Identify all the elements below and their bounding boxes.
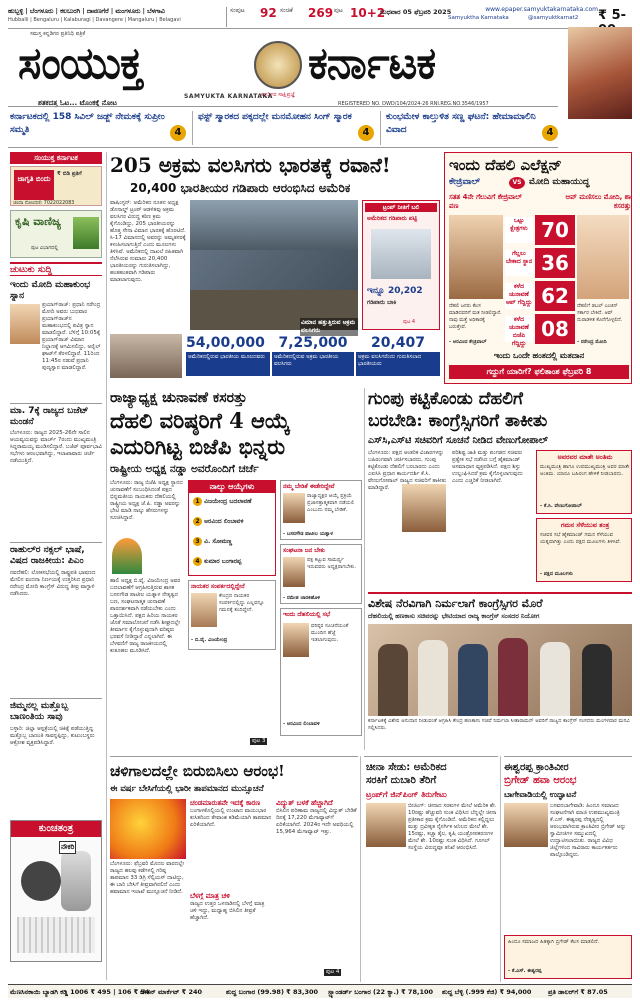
bjp-story: ರಾಜ್ಯಾಧ್ಯಕ್ಷ ಚುನಾವಣೆ ಕಸರತ್ತು ದೆಹಲಿ ವರಿಷ್ಠರಿಗೆ 4 ಆಯ್ಕೆ ಎದುರಿಗಿಟ್ಟ ಬಿಜೆಪಿ ಭಿನ್ನರು ರಾಷ್ಟ್ರೀಯ ಅಧ್ಯಕ್ಷ ನಡ್ಡಾ ಅವರೊಂದಿಗೆ ಚರ್ಚೆ ಬೆಂಗಳೂರು: ರಾಜ್ಯ ಬಿಜೆಪಿ ಅಧ್ಯಕ್ಷ ಸ್ಥಾನದ ಚುನಾವಣೆಗೆ ಸಂಬಂಧಿಸಿದಂತೆ ಪಕ್ಷದ ಭಿನ್ನಮತೀಯ ನಾಯಕರು ದೆಹಲಿಯಲ್ಲಿ ರಾಷ್ಟ್ರೀಯ ಅಧ್ಯಕ್ಷ ಜೆ.ಪಿ. ನಡ್ಡಾ ಅವರನ್ನು ಭೇಟಿ ಮಾಡಿ ನಾಲ್ಕು ಹೆಸರುಗಳನ್ನು ಸೂಚಿಸಿದ್ದಾರೆ. ಹಾಲಿ ಅಧ್ಯಕ್ಷ ಬಿ.ವೈ. ವಿಜಯೇಂದ್ರ ಅವರ ಬದಲಾವಣೆಗೆ ಆಗ್ರಹಿಸುತ್ತಿರುವ ಶಾಸಕ ಬಸನಗೌಡ ಪಾಟೀಲ ಯತ್ನಾಳ ನೇತೃತ್ವದ ಬಣ, ಸಂಘಟನಾತ್ಮಕ ಚುನಾವಣೆ ಪಾರದರ್ಶಕವಾಗಿ ನಡೆಯಬೇಕು ಎಂದು ಒತ್ತಾಯಿಸಿದೆ. ಪಕ್ಷದ ಹಿರಿಯ ನಾಯಕರ ಜೊತೆ ಸಮಾಲೋಚನೆ ನಡೆಸಿ ಶೀಘ್ರದಲ್ಲೇ ತೀರ್ಮಾನ ಕೈಗೊಳ್ಳುವುದಾಗಿ ವರಿಷ್ಠರು ಭರವಸೆ ನೀಡಿದ್ದಾರೆ ಎನ್ನಲಾಗಿದೆ. ಈ ಬೆಳವಣಿಗೆ ರಾಜ್ಯ ರಾಜಕೀಯದಲ್ಲಿ ಕುತೂಹಲ ಮೂಡಿಸಿದೆ. ನಾಲ್ಕು ಆಯ್ಕೆಗಳು 1 ವಿಜಯೇಂದ್ರ ಬದಲಾವಣೆ 2 ಅರವಿಂದ ಲಿಂಬಾವಳಿ 3 ವಿ. ಸೋಮಣ್ಣ 4 ಕುಮಾರ ಬಂಗಾರಪ್ಪ ನಾಯಕರ ಸಂಪರ್ಕದಲ್ಲಿದ್ದೇನೆ ಕೇಂದ್ರದ ನಾಯಕರ ಸಂಪರ್ಕದಲ್ಲಿದ್ದು ಎಲ್ಲವನ್ನೂ ಗಮನಕ್ಕೆ ತಂದಿದ್ದೇನೆ. - ಬಿ.ವೈ. ವಿಜಯೇಂದ್ರ ಪುಟ 3 ನಮ್ಮ ಬೇಡಿಕೆ ಈಡೇರಿದ್ದೇವೆ ರಾಜ್ಯಾಧ್ಯಕ್ಷರ ಆಯ್ಕೆ ಪ್ರಕ್ರಿಯೆ ಪ್ರಜಾಸತ್ತಾತ್ಮಕವಾಗಿ ನಡೆಯಲಿ ಎಂಬುದು ನಮ್ಮ ಬೇಡಿಕೆ. - ಬಸನಗೌಡ ಪಾಟೀಲ ಯತ್ನಾಳ ಸಂಘಟನಾ ಜನ ಬೇಕು ಪಕ್ಷ ಕಟ್ಟುವ ಸಾಮರ್ಥ್ಯ ಇರುವವರು ಅಧ್ಯಕ್ಷರಾಗಬೇಕು. - ರಮೇಶ ಜಾರಕಿಹೊಳಿ ಇಂದು ದೆಹಲಿಯಲ್ಲಿ ಸಭೆ ವರಿಷ್ಠರ ಸೂಚನೆಯಂತೆ ಮುಂದಿನ ಹೆಜ್ಜೆ ಇಡಲಾಗುವುದು. - ಅರವಿಂದ ಲಿಂಬಾವಳಿ	[110, 388, 362, 750]
eshwarappa-headline-2[interactable]: ಬ್ರಿಗೇಡ್ ಹವಾ ಆರಂಭ	[504, 775, 577, 786]
china-story: ಚೀನಾ ಸೇಡು: ಅಮೆರಿಕದ ಸರಕಿಗೆ ದುಬಾರಿ ತೆರಿಗೆ ಟ್ರಂಪ್‌ಗೆ ಜಿನ್‌ಪಿಂಗ್ ತಿರುಗೇಟು ಬೀಜಿಂಗ್: ಚೀನಾದ ಸರಕುಗಳ ಮೇಲೆ ಅಮೆರಿಕ ಶೇ. 10ರಷ್ಟು ಹೆಚ್ಚುವರಿ ಸುಂಕ ವಿಧಿಸಿದ ಬೆನ್ನಲ್ಲೇ ಚೀನಾ ಪ್ರತೀಕಾರ ಕ್ರಮ ಕೈಗೊಂಡಿದೆ. ಅಮೆರಿಕದ ಕಲ್ಲಿದ್ದಲು ಮತ್ತು ದ್ರವೀಕೃತ ನೈಸರ್ಗಿಕ ಅನಿಲದ ಮೇಲೆ ಶೇ. 15ರಷ್ಟು, ಕಚ್ಚಾ ತೈಲ, ಕೃಷಿ ಯಂತ್ರೋಪಕರಣಗಳ ಮೇಲೆ ಶೇ. 10ರಷ್ಟು ಸುಂಕ ವಿಧಿಸಿದೆ. ಗೂಗಲ್ ಸಂಸ್ಥೆಯ ವಿರುದ್ಧವೂ ತನಿಖೆ ಆರಂಭಿಸಿದೆ.	[364, 756, 498, 982]
modi-photo	[10, 304, 40, 344]
delhi-election-box[interactable]: ಇಂದು ದೆಹಲಿ ಎಲೆಕ್ಷನ್ ಕೇಜ್ರಿವಾಲ್ VS ಮೋದಿ ಮಹಾಯುದ್ಧ ಸತತ 4ನೇ ಗೆಲುವಿಗೆ ಕೇಜ್ರಿವಾಲ್ ಪಣ ಆಪ್ ಮಣಿಸಲು ಮೋದಿ, ಶಾ ಕಸರತ್ತು ಒಟ್ಟು ಕ್ಷೇತ್ರಗಳು 70 ಗೆಲ್ಲಲು ಬೇಕಾದ ಸ್ಥಾನ 36 ಕಳೆದ ಚುನಾವಣೆ ಆಪ್ ಗೆದ್ದಿದ್ದು 62 ಕಳೆದ ಚುನಾವಣೆ ಬಿಜೆಪಿ ಗೆದ್ದಿದ್ದು 08 ದೆಹಲಿ ಜನರು ಕೆಲಸ ಮಾಡಿದವರಿಗೆ ಮತ ನೀಡಲಿದ್ದಾರೆ. ನಾವು ಮತ್ತೆ ಅಧಿಕಾರಕ್ಕೆ ಬರುತ್ತೇವೆ. - ಅರವಿಂದ ಕೇಜ್ರಿವಾಲ್ ದೆಹಲಿಗೆ ಡಬಲ್ ಎಂಜಿನ್ ಸರ್ಕಾರ ಬೇಕಿದೆ. ಆಪ್ ದುರಾಡಳಿತ ಕೊನೆಗೊಳ್ಳಲಿದೆ. - ನರೇಂದ್ರ ಮೋದಿ ಇಂದು ಒಂದೇ ಹಂತದಲ್ಲಿ ಮತದಾನ ಗದ್ದುಗೆ ಯಾರಿಗೆ? ಫಲಿತಾಂಶ ಫೆಬ್ರವರಿ 8	[444, 152, 632, 384]
twitter-handle[interactable]: @samyuktkarnat2	[528, 15, 579, 21]
weather-col3: ವಿದ್ಯುತ್ ಬಳಕೆ ಹೆಚ್ಚಾಗಿದೆ ಬಿಸಿಲಿನ ಪರಿಣಾಮ ರಾಜ್ಯದಲ್ಲಿ ವಿದ್ಯುತ್ ಬೇಡಿಕೆ ದಿನಕ್ಕೆ 17,220 ಮೆಗಾವ್ಯಾಟ್‌ಗೆ ಏರಿಕೆಯಾಗಿದೆ. 2024ರ ಇದೇ ಅವಧಿಯಲ್ಲಿ 15,964 ಮೆಗಾವ್ಯಾಟ್ ಇತ್ತು.	[276, 799, 357, 835]
promo-box[interactable]: ಜಾಗೃತಿ ಬಿಂದು ₹ ಬಿಡಿ ಪ್ರತಿಗೆ ಚಂದಾ ನೋಂದಣಿ: 7022022083	[10, 166, 102, 206]
registration-number: REGISTERED NO. DWD/104/2024-26 RNI.REG.NO.3546/1957	[338, 101, 489, 107]
bjp-headline-1[interactable]: ದೆಹಲಿ ವರಿಷ್ಠರಿಗೆ 4 ಆಯ್ಕೆ	[110, 408, 291, 433]
teaser-page-badge: 4	[542, 125, 558, 141]
market-strip	[8, 984, 632, 998]
market-item: ಶುದ್ಧ ಬೆಳ್ಳಿ (.999 ಕೆಜಿ) ₹ 94,000	[442, 988, 532, 996]
quote-box-1: ನಮ್ಮ ಬೇಡಿಕೆ ಈಡೇರಿದ್ದೇವೆ ರಾಜ್ಯಾಧ್ಯಕ್ಷರ ಆಯ್ಕೆ ಪ್ರಕ್ರಿಯೆ ಪ್ರಜಾಸತ್ತಾತ್ಮಕವಾಗಿ ನಡೆಯಲಿ ಎಂಬುದು ನಮ್ಮ ಬೇಡಿಕೆ. - ಬಸನಗೌಡ ಪಾಟೀಲ ಯತ್ನಾಳ	[280, 480, 362, 540]
side-story-3-body: ನವದೆಹಲಿ: ಲೋಕಸಭೆಯಲ್ಲಿ ರಾಷ್ಟ್ರಪತಿ ಭಾಷಣದ ಮೇಲಿನ ವಂದನಾ ನಿರ್ಣಯಕ್ಕೆ ಉತ್ತರಿಸಿದ ಪ್ರಧಾನಿ ನರೇಂದ್ರ ಮೋದಿ ಕಾಂಗ್ರೆಸ್ ವಿರುದ್ಧ ತೀವ್ರ ವಾಗ್ದಾಳಿ ನಡೆಸಿದರು.	[10, 570, 96, 597]
edition-bar: ಹುಬ್ಬಳ್ಳಿ | ಬೆಂಗಳೂರು | ಕಲಬುರಗಿ | ದಾವಣಗೆರೆ | ಮಂಗಳೂರು | ಬೆಳಗಾವಿ Hubballi | Bengaluru | Kalaburagi | Davangere | Mangaluru | Belagavi ಸಂಪುಟ 92 ಸಂಚಿಕೆ 269 ಪುಟ 10+2 ಬುಧವಾರ 05 ಫೆಬ್ರವರಿ 2025 www.epaper.samyuktakarnataka.com Samyuktha Karnataka @samyuktkarnat2 ₹ 5-	[8, 5, 632, 29]
website-link[interactable]: www.epaper.samyuktakarnataka.com	[485, 6, 598, 13]
cartoon-bomb-icon	[21, 861, 61, 901]
side-story-1-body: ಪ್ರಯಾಗ್‌ರಾಜ್: ಪ್ರಧಾನಿ ನರೇಂದ್ರ ಮೋದಿ ಅವರು ಬುಧವಾರ ಪ್ರಯಾಗ್‌ರಾಜ್‌ನ ಮಹಾಕುಂಭದಲ್ಲಿ ಪವಿತ್ರ ಸ್ನಾನ ಮಾಡಲಿದ್ದಾರೆ. ಬೆಳಿಗ್ಗೆ 10:05ಕ್ಕೆ ಪ್ರಯಾಗ್‌ರಾಜ್ ವಿಮಾನ ನಿಲ್ದಾಣಕ್ಕೆ ಆಗಮಿಸಲಿದ್ದು, ಅರೈಲ್ ಘಾಟ್‌ಗೆ ತೆರಳಲಿದ್ದಾರೆ. 11ರಿಂದ 11:45ರ ನಡುವೆ ಪ್ರಧಾನಿ ಪುಣ್ಯಸ್ನಾನ ಮಾಡಲಿದ್ದಾರೆ.	[42, 302, 101, 371]
lead-headline[interactable]: 205 ಅಕ್ರಮ ವಲಸಿಗರು ಭಾರತಕ್ಕೆ ರವಾನೆ!	[110, 153, 391, 177]
bjp-headline-2[interactable]: ಎದುರಿಗಿಟ್ಟ ಬಿಜೆಪಿ ಭಿನ್ನರು	[110, 434, 286, 459]
portrait-photo	[568, 27, 632, 119]
congress-story: ಗುಂಪು ಕಟ್ಟಿಕೊಂಡು ದೆಹಲಿಗೆ ಬರಬೇಡಿ: ಕಾಂಗ್ರೆಸ್ಸಿಗರಿಗೆ ತಾಕೀತು ಎಸ್‌ಸಿ,ಎಸ್‌ಟಿ ಸಚಿವರಿಗೆ ಸೂಚನೆ ನೀಡಿದ ವೇಣುಗೋಪಾಲ್ ಬೆಂಗಳೂರು: ಪಕ್ಷದ ಆಂತರಿಕ ವಿಚಾರಗಳನ್ನು ಬಹಿರಂಗವಾಗಿ ಚರ್ಚಿಸಬಾರದು, ಗುಂಪು ಕಟ್ಟಿಕೊಂಡು ದೆಹಲಿಗೆ ಬರಬಾರದು ಎಂದು ಎಐಸಿಸಿ ಪ್ರಧಾನ ಕಾರ್ಯದರ್ಶಿ ಕೆ.ಸಿ. ವೇಣುಗೋಪಾಲ್ ರಾಜ್ಯದ ಸಚಿವರಿಗೆ ತಾಕೀತು ಮಾಡಿದ್ದಾರೆ. ಪರಿಶಿಷ್ಟ ಜಾತಿ ಮತ್ತು ಪಂಗಡದ ಸಚಿವರು ಪ್ರತ್ಯೇಕ ಸಭೆ ನಡೆಸಿದ ಬಗ್ಗೆ ಹೈಕಮಾಂಡ್ ಅಸಮಾಧಾನ ವ್ಯಕ್ತಪಡಿಸಿದೆ. ಪಕ್ಷದ ಶಿಸ್ತು ಉಲ್ಲಂಘಿಸಿದರೆ ಕ್ರಮ ಕೈಗೊಳ್ಳಲಾಗುವುದು ಎಂದು ಎಚ್ಚರಿಕೆ ನೀಡಲಾಗಿದೆ. ಅವರವರ ಮಾತೇ ಅಂತಿಮ ಮುಖ್ಯಮಂತ್ರಿ ಹಾಗೂ ಉಪಮುಖ್ಯಮಂತ್ರಿ ಅವರ ಮಾತೇ ಅಂತಿಮ. ಯಾರೂ ಬಹಿರಂಗ ಹೇಳಿಕೆ ನೀಡಬಾರದು. - ಕೆ.ಸಿ. ವೇಣುಗೋಪಾಲ್ ಗಮನ ಸೆಳೆಯುವ ತಂತ್ರ ಸಚಿವರ ಸಭೆ ಹೈಕಮಾಂಡ್ ಗಮನ ಸೆಳೆಯುವ ಯತ್ನವಾಗಿತ್ತು ಎಂದು ಪಕ್ಷದ ಮೂಲಗಳು ತಿಳಿಸಿವೆ. - ಪಕ್ಷದ ಮೂಲಗಳು	[368, 388, 632, 586]
china-headline-1[interactable]: ಚೀನಾ ಸೇಡು: ಅಮೆರಿಕದ	[366, 762, 447, 773]
yatnal-photo	[283, 493, 305, 523]
issue-number: 269	[308, 6, 334, 20]
stat-total-seats: 70	[535, 215, 575, 245]
congress-headline-2[interactable]: ಬರಬೇಡಿ: ಕಾಂಗ್ರೆಸ್ಸಿಗರಿಗೆ ತಾಕೀತು	[368, 411, 548, 431]
kejriwal-photo	[449, 215, 503, 299]
masthead-title-left: ಸಂಯುಕ್ತ	[18, 38, 143, 89]
price-tag: ₹ 5-	[598, 8, 627, 23]
stat-majority: 36	[535, 248, 575, 278]
masthead-tagline: ಸಮಸ್ತ ಕನ್ನಡಿಗರ ಪ್ರತಿನಿಧಿ ಪತ್ರಿಕೆ	[30, 31, 86, 37]
china-headline-2[interactable]: ಸರಕಿಗೆ ದುಬಾರಿ ತೆರಿಗೆ	[366, 775, 437, 786]
nirmala-photo	[368, 624, 632, 716]
weather-headline[interactable]: ಚಳಿಗಾಲದಲ್ಲೇ ಬಿರುಬಿಸಿಲು ಆರಂಭ!	[110, 762, 285, 780]
lead-body: ವಾಷಿಂಗ್ಟನ್: ಅಮೆರಿಕದ ನೂತನ ಅಧ್ಯಕ್ಷ ಡೊನಾಲ್ಡ್ ಟ್ರಂಪ್ ಆಡಳಿತವು ಅಕ್ರಮ ವಲಸಿಗರ ವಿರುದ್ಧ ಕಠಿಣ ಕ್ರಮ ಕೈಗೊಂಡಿದ್ದು, 205 ಭಾರತೀಯರನ್ನು ಹೊತ್ತ ಸೇನಾ ವಿಮಾನ ಭಾರತಕ್ಕೆ ಹೊರಟಿದೆ. ಸಿ-17 ವಿಮಾನದಲ್ಲಿ ಅವರನ್ನು ಅಮೃತಸರಕ್ಕೆ ಕಳುಹಿಸಲಾಗುತ್ತಿದೆ ಎಂದು ಮೂಲಗಳು ತಿಳಿಸಿವೆ. ಅಮೆರಿಕದಲ್ಲಿ ದಾಖಲೆ ರಹಿತವಾಗಿ ನೆಲೆಸಿರುವ ಸುಮಾರು 20,400 ಭಾರತೀಯರನ್ನು ಗುರುತಿಸಲಾಗಿದ್ದು, ಹಂತಹಂತವಾಗಿ ಗಡಿಪಾರು ಮಾಡಲಾಗುವುದು.	[110, 200, 186, 283]
teaser-1[interactable]: ಕರ್ನಾಟಕದಲ್ಲಿ 158 ಸಿವಿಲ್ ಜಡ್ಜ್ ನೇಮಕಕ್ಕೆ ಸುಪ್ರೀಂ ಸಮ್ಮತಿ 4	[8, 109, 188, 147]
choices-box: ನಾಲ್ಕು ಆಯ್ಕೆಗಳು 1 ವಿಜಯೇಂದ್ರ ಬದಲಾವಣೆ 2 ಅರವಿಂದ ಲಿಂಬಾವಳಿ 3 ವಿ. ಸೋಮಣ್ಣ 4 ಕುಮಾರ ಬಂಗಾರಪ್ಪ	[188, 480, 276, 576]
sidebar-brand: ಸಂಯುಕ್ತ ಕರ್ನಾಟಕ	[10, 152, 102, 164]
teaser-3[interactable]: ಕುಂಭಮೇಳ ಕಾಲ್ತುಳಿತ ಸಣ್ಣ ಘಟನೆ: ಹೇಮಾಮಾಲಿನಿ ವಿವಾದ 4	[384, 109, 564, 147]
vs-badge: VS	[509, 177, 525, 189]
side-story-4-body: ಬಳ್ಳಾರಿ: ಜಿಲ್ಲಾ ಆಸ್ಪತ್ರೆಯಲ್ಲಿ ಚಿಕಿತ್ಸೆ ಪಡೆಯುತ್ತಿದ್ದ ಮತ್ತೊಬ್ಬ ಬಾಣಂತಿ ಸಾವನ್ನಪ್ಪಿದ್ದು, ಕುಟುಂಬಸ್ಥರು ಆಕ್ರೋಶ ವ್ಯಕ್ತಪಡಿಸಿದ್ದಾರೆ.	[10, 726, 95, 746]
side-story-2-title[interactable]: ಮಾ. 7ಕ್ಕೆ ರಾಜ್ಯದ ಬಜೆಟ್ ಮಂಡನೆ	[10, 406, 89, 427]
stat-block: 20,407 ಅಕ್ರಮ ವಲಸಿಗರೆಂದು ಗುರುತಿಸಲಾದ ಭಾರತೀಯರು	[356, 334, 440, 378]
quote-box-4: ಇಂದು ದೆಹಲಿಯಲ್ಲಿ ಸಭೆ ವರಿಷ್ಠರ ಸೂಚನೆಯಂತೆ ಮುಂದಿನ ಹೆಜ್ಜೆ ಇಡಲಾಗುವುದು. - ಅರವಿಂದ ಲಿಂಬಾವಳಿ	[280, 608, 362, 736]
quote-box-3: ನಾಯಕರ ಸಂಪರ್ಕದಲ್ಲಿದ್ದೇನೆ ಕೇಂದ್ರದ ನಾಯಕರ ಸಂಪರ್ಕದಲ್ಲಿದ್ದು ಎಲ್ಲವನ್ನೂ ಗಮನಕ್ಕೆ ತಂದಿದ್ದೇನೆ. - ಬಿ.ವೈ. ವಿಜಯೇಂದ್ರ	[188, 580, 276, 650]
lead-photo	[190, 200, 358, 334]
congress-box-2: ಗಮನ ಸೆಳೆಯುವ ತಂತ್ರ ಸಚಿವರ ಸಭೆ ಹೈಕಮಾಂಡ್ ಗಮನ ಸೆಳೆಯುವ ಯತ್ನವಾಗಿತ್ತು ಎಂದು ಪಕ್ಷದ ಮೂಲಗಳು ತಿಳಿಸಿವೆ. - ಪಕ್ಷದ ಮೂಲಗಳು	[536, 518, 632, 582]
stat-block: 7,25,000 ಅಮೆರಿಕದಲ್ಲಿರುವ ಅಕ್ರಮ ಭಾರತೀಯ ವಲಸಿಗರು	[272, 334, 354, 378]
eshwarappa-quote: ಹಿಂದೂ ಸಮಾಜದ ಹಿತಕ್ಕಾಗಿ ಬ್ರಿಗೇಡ್ ಕೆಲಸ ಮಾಡಲಿದೆ. - ಕೆ.ಎಸ್. ಈಶ್ವರಪ್ಪ	[504, 935, 632, 979]
jarkiholi-photo	[283, 557, 305, 587]
teaser-2[interactable]: ಫಸ್ಟ್ ಸ್ಮಾರಕದ ಪಕ್ಕದಲ್ಲೇ ಮನಮೋಹನ ಸಿಂಗ್ ಸ್ಮಾರಕ 4	[196, 109, 376, 147]
market-item: ಚೇತನ್ ಮಾರ್ಕೆಟ್ ₹ 240	[140, 988, 203, 996]
edition-list-en: Hubballi | Bengaluru | Kalaburagi | Davangere | Mangaluru | Belagavi	[8, 17, 181, 23]
eshwarappa-story: ಈಶ್ವರಪ್ಪ ಕ್ರಾಂತಿವೀರ ಬ್ರಿಗೇಡ್ ಹವಾ ಆರಂಭ ಬಾಗೇವಾಡಿಯಲ್ಲಿ ಉದ್ಘಾಟನೆ ಬಸವನಬಾಗೇವಾಡಿ: ಹಿಂದೂ ಸಮಾಜದ ಸಂಘಟನೆಗಾಗಿ ಮಾಜಿ ಉಪಮುಖ್ಯಮಂತ್ರಿ ಕೆ.ಎಸ್. ಈಶ್ವರಪ್ಪ ನೇತೃತ್ವದಲ್ಲಿ ಆರಂಭವಾಗಿರುವ ಕ್ರಾಂತಿವೀರ ಬ್ರಿಗೇಡ್ ಅನ್ನು ಸ್ವಾಮೀಜಿಗಳ ಸಮ್ಮುಖದಲ್ಲಿ ಉದ್ಘಾಟಿಸಲಾಯಿತು. ರಾಜ್ಯದ ವಿವಿಧ ಜಿಲ್ಲೆಗಳಿಂದ ಸಾವಿರಾರು ಕಾರ್ಯಕರ್ತರು ಪಾಲ್ಗೊಂಡಿದ್ದರು. ಹಿಂದೂ ಸಮಾಜದ ಹಿತಕ್ಕಾಗಿ ಬ್ರಿಗೇಡ್ ಕೆಲಸ ಮಾಡಲಿದೆ. - ಕೆ.ಎಸ್. ಈಶ್ವರಪ್ಪ	[504, 756, 632, 982]
side-story-3-title[interactable]: ರಾಹುಲ್‌ರ ನಕ್ಸಲ್ ಭಾಷೆ, ವಿಷದ ರಾಜಕೀಯ: ಪಿಎಂ	[10, 545, 85, 566]
teaser-strip	[8, 106, 558, 148]
map-graphic	[371, 229, 431, 279]
stat-block: 54,00,000 ಅಮೆರಿಕದಲ್ಲಿರುವ ಭಾರತೀಯ ಮೂಲದವರು	[186, 334, 270, 378]
market-item: ಸ್ಟ್ಯಾಂಡರ್ಡ್ ಬಂಗಾರ (22 ಕ್ಯಾ.) ₹ 78,100	[328, 988, 434, 996]
volume-number: 92	[260, 6, 277, 20]
bjp-lotus-icon	[112, 538, 142, 574]
emblem-icon	[254, 41, 302, 89]
limbavali-photo	[283, 623, 309, 657]
market-item: ಶುದ್ಧ ಬಂಗಾರ (99.98) ₹ 83,300	[226, 988, 319, 996]
nirmala-story: ವಿಶೇಷ ನೆರವಿಗಾಗಿ ನಿರ್ಮಲಾಗೆ ಕಾಂಗ್ರೆಸ್ಸಿಗರ ಮೊರೆ ದೆಹಲಿಯಲ್ಲಿ ಹಣಕಾಸು ಸಚಿವರನ್ನು ಭೇಟಿಯಾದ ರಾಜ್ಯ ಕಾಂಗ್ರೆಸ್ ಸಂಸದರ ನಿಯೋಗ ಕರ್ನಾಟಕಕ್ಕೆ ವಿಶೇಷ ಅನುದಾನ ನೀಡುವಂತೆ ಆಗ್ರಹಿಸಿ ಕೇಂದ್ರ ಹಣಕಾಸು ಸಚಿವೆ ನಿರ್ಮಲಾ ಸೀತಾರಾಮನ್ ಅವರಿಗೆ ರಾಜ್ಯದ ಕಾಂಗ್ರೆಸ್ ಸಂಸದರು ಮಂಗಳವಾರ ಮನವಿ ಸಲ್ಲಿಸಿದರು.	[368, 592, 632, 750]
left-sidebar	[8, 152, 104, 982]
market-item: ಪ್ರತಿ ಡಾಲರ್‌ಗೆ ₹ 87.05	[548, 988, 608, 996]
sun-graphic	[110, 799, 186, 859]
lead-story	[110, 152, 440, 382]
eshwarappa-photo	[504, 803, 548, 847]
cartoon-label: ನೌಕರಿ	[59, 841, 76, 854]
venugopal-photo	[402, 484, 446, 532]
market-item: ಮೆಣಸಿನಕಾಯಿ ಬ್ಯಾಡಗಿ ಕಡ್ಡಿ 1006 ₹ 495 | 106 ₹ 54	[10, 988, 150, 996]
lead-photo-small	[110, 334, 182, 378]
cartoon-title: ಕುಂಚತಂತ್ರ	[11, 821, 101, 837]
stat-bjp-seats: 08	[535, 314, 575, 344]
modi-photo-right	[577, 215, 629, 299]
congress-headline-1[interactable]: ಗುಂಪು ಕಟ್ಟಿಕೊಂಡು ದೆಹಲಿಗೆ	[368, 389, 523, 409]
stat-aap-seats: 62	[535, 281, 575, 311]
krishi-box[interactable]: ಕೃಷಿ ವಾಣಿಜ್ಯ ಪುಟ ವಿಭಾಗದಲ್ಲಿ	[10, 210, 102, 258]
side-story-2-body: ಬೆಂಗಳೂರು: ರಾಜ್ಯದ 2025-26ನೇ ಸಾಲಿನ ಆಯವ್ಯಯವನ್ನು ಮಾರ್ಚ್ 7ರಂದು ಮುಖ್ಯಮಂತ್ರಿ ಸಿದ್ದರಾಮಯ್ಯ ಮಂಡಿಸಲಿದ್ದಾರೆ. ಬಜೆಟ್ ಪೂರ್ವಭಾವಿ ಸಭೆಗಳು ಆರಂಭವಾಗಿದ್ದು, ಇಲಾಖಾವಾರು ಚರ್ಚೆ ನಡೆಯುತ್ತಿದೆ.	[10, 430, 102, 464]
nirmala-headline[interactable]: ವಿಶೇಷ ನೆರವಿಗಾಗಿ ನಿರ್ಮಲಾಗೆ ಕಾಂಗ್ರೆಸ್ಸಿಗರ ಮೊರೆ	[368, 597, 543, 610]
vijayendra-photo	[191, 593, 217, 627]
quote-box-2: ಸಂಘಟನಾ ಜನ ಬೇಕು ಪಕ್ಷ ಕಟ್ಟುವ ಸಾಮರ್ಥ್ಯ ಇರುವವರು ಅಧ್ಯಕ್ಷರಾಗಬೇಕು. - ರಮೇಶ ಜಾರಕಿಹೊಳಿ	[280, 544, 362, 604]
chutuku-header: ಚುಟುಕು ಸುದ್ದಿ	[10, 262, 102, 276]
lead-stats	[186, 334, 440, 378]
edition-list: ಹುಬ್ಬಳ್ಳಿ | ಬೆಂಗಳೂರು | ಕಲಬುರಗಿ | ದಾವಣಗೆರೆ | ಮಂಗಳೂರು | ಬೆಳಗಾವಿ	[8, 8, 165, 15]
teaser-page-badge: 4	[358, 125, 374, 141]
masthead-name-en: SAMYUKTA KARNATAKA	[184, 93, 273, 100]
facebook-handle[interactable]: Samyuktha Karnataka	[448, 15, 509, 21]
deport-infobox: ಟ್ರಂಪ್ ನೀತಿಗೆ ಬಲಿ ಅಮೆರಿಕದ ಗಡಿಪಾರು ಪಟ್ಟಿ ಇನ್ನೂ 20,202 ಗಡಿಪಾರು ಬಾಕಿ ಪುಟ 4	[362, 200, 440, 330]
congress-subhead: ಎಸ್‌ಸಿ,ಎಸ್‌ಟಿ ಸಚಿವರಿಗೆ ಸೂಚನೆ ನೀಡಿದ ವೇಣುಗೋಪಾಲ್	[368, 435, 548, 446]
delhi-stats: ಒಟ್ಟು ಕ್ಷೇತ್ರಗಳು 70 ಗೆಲ್ಲಲು ಬೇಕಾದ ಸ್ಥಾನ 36 ಕಳೆದ ಚುನಾವಣೆ ಆಪ್ ಗೆದ್ದಿದ್ದು 62 ಕಳೆದ ಚುನಾವಣೆ ಬಿಜೆಪಿ ಗೆದ್ದಿದ್ದು 08	[505, 215, 575, 347]
xi-photo	[366, 803, 406, 847]
side-story-4-title[interactable]: ಜಿಮ್ಮನಲ್ಲ ಮತ್ತೊಬ್ಬ ಬಾಣಂತಿಯ ಸಾವು	[10, 701, 69, 722]
pages-count: 10+2	[350, 6, 386, 20]
weather-story: ಚಳಿಗಾಲದಲ್ಲೇ ಬಿರುಬಿಸಿಲು ಆರಂಭ! ಈ ವರ್ಷ ಬೇಸಿಗೆಯಲ್ಲಿ ಭಾರೀ ತಾಪಮಾನದ ಮುನ್ಸೂಚನೆ ಬೆಂಗಳೂರು: ಫೆಬ್ರವರಿ ಮೊದಲ ವಾರದಲ್ಲೇ ರಾಜ್ಯದ ಹಲವು ಕಡೆಗಳಲ್ಲಿ ಗರಿಷ್ಠ ತಾಪಮಾನ 33 ಡಿಗ್ರಿ ಸೆಲ್ಸಿಯಸ್ ದಾಟಿದ್ದು, ಈ ಬಾರಿ ಬೇಸಿಗೆ ತೀವ್ರವಾಗಿರಲಿದೆ ಎಂದು ಹವಾಮಾನ ಇಲಾಖೆ ಮುನ್ಸೂಚನೆ ನೀಡಿದೆ. ಚಂಡಮಾರುತವೇ ಇದಕ್ಕೆ ಕಾರಣ ಬಂಗಾಳಕೊಲ್ಲಿಯಲ್ಲಿ ಉಂಟಾದ ವಾಯುಭಾರ ಕುಸಿತದಿಂದ ತೇವಾಂಶ ಕಡಿಮೆಯಾಗಿ ತಾಪಮಾನ ಏರಿಕೆಯಾಗಿದೆ. ಬೆಳಗ್ಗೆ ಮಾತ್ರ ಚಳಿ ರಾಜ್ಯದ ಉತ್ತರ ಒಳನಾಡಿನಲ್ಲಿ ಬೆಳಗ್ಗೆ ಮಾತ್ರ ಚಳಿ ಇದ್ದು, ಮಧ್ಯಾಹ್ನ ಬಿಸಿಲಿನ ತೀವ್ರತೆ ಹೆಚ್ಚಾಗಿದೆ. ವಿದ್ಯುತ್ ಬಳಕೆ ಹೆಚ್ಚಾಗಿದೆ ಬಿಸಿಲಿನ ಪರಿಣಾಮ ರಾಜ್ಯದಲ್ಲಿ ವಿದ್ಯುತ್ ಬೇಡಿಕೆ ದಿನಕ್ಕೆ 17,220 ಮೆಗಾವ್ಯಾಟ್‌ಗೆ ಏರಿಕೆಯಾಗಿದೆ. 2024ರ ಇದೇ ಅವಧಿಯಲ್ಲಿ 15,964 ಮೆಗಾವ್ಯಾಟ್ ಇತ್ತು. ಪುಟ 4	[110, 756, 358, 982]
side-story-1-title[interactable]: ಇಂದು ಮೋದಿ ಮಹಾಕುಂಭ ಸ್ನಾನ	[10, 280, 91, 301]
masthead-slogan: ಶತಕದತ್ತ ಓಟ... ಟೊಂಕಕ್ಕೆ ನೋಟ	[38, 99, 117, 107]
bjp-kicker: ರಾಜ್ಯಾಧ್ಯಕ್ಷ ಚುನಾವಣೆ ಕಸರತ್ತು	[110, 390, 248, 406]
issue-date: ಬುಧವಾರ 05 ಫೆಬ್ರವರಿ 2025	[380, 8, 452, 16]
emblem-caption: ಕನ್ನಡಿಗರ ಸಾಕ್ಷಿಪ್ರಜ್ಞೆ	[260, 92, 296, 98]
teaser-page-badge: 4	[170, 125, 186, 141]
bjp-subhead: ರಾಷ್ಟ್ರೀಯ ಅಧ್ಯಕ್ಷ ನಡ್ಡಾ ಅವರೊಂದಿಗೆ ಚರ್ಚೆ	[110, 463, 259, 475]
masthead-title-right: ಕರ್ನಾಟಕ	[308, 38, 436, 89]
lead-subhead: 20,400 ಭಾರತೀಯರ ಗಡಿಪಾರು ಆರಂಭಿಸಿದ ಅಮೆರಿಕ	[130, 181, 351, 195]
cartoon-figure	[61, 851, 91, 911]
congress-box-1: ಅವರವರ ಮಾತೇ ಅಂತಿಮ ಮುಖ್ಯಮಂತ್ರಿ ಹಾಗೂ ಉಪಮುಖ್ಯಮಂತ್ರಿ ಅವರ ಮಾತೇ ಅಂತಿಮ. ಯಾರೂ ಬಹಿರಂಗ ಹೇಳಿಕೆ ನೀಡಬಾರದು. - ಕೆ.ಸಿ. ವೇಣುಗೋಪಾಲ್	[536, 450, 632, 514]
weather-col2: ಚಂಡಮಾರುತವೇ ಇದಕ್ಕೆ ಕಾರಣ ಬಂಗಾಳಕೊಲ್ಲಿಯಲ್ಲಿ ಉಂಟಾದ ವಾಯುಭಾರ ಕುಸಿತದಿಂದ ತೇವಾಂಶ ಕಡಿಮೆಯಾಗಿ ತಾಪಮಾನ ಏರಿಕೆಯಾಗಿದೆ. ಬೆಳಗ್ಗೆ ಮಾತ್ರ ಚಳಿ ರಾಜ್ಯದ ಉತ್ತರ ಒಳನಾಡಿನಲ್ಲಿ ಬೆಳಗ್ಗೆ ಮಾತ್ರ ಚಳಿ ಇದ್ದು, ಮಧ್ಯಾಹ್ನ ಬಿಸಿಲಿನ ತೀವ್ರತೆ ಹೆಚ್ಚಾಗಿದೆ.	[190, 799, 272, 921]
cartoon-box[interactable]	[10, 820, 102, 962]
eshwarappa-headline-1[interactable]: ಈಶ್ವರಪ್ಪ ಕ್ರಾಂತಿವೀರ	[504, 762, 569, 773]
delhi-left-name: ಕೇಜ್ರಿವಾಲ್	[449, 177, 481, 187]
delhi-right-name: ಮೋದಿ ಮಹಾಯುದ್ಧ	[529, 177, 590, 187]
delhi-title: ಇಂದು ದೆಹಲಿ ಎಲೆಕ್ಷನ್	[449, 156, 562, 174]
lead-photo-caption: ವಿಮಾನ ಹತ್ತುತ್ತಿರುವ ಅಕ್ರಮ ವಲಸಿಗರು	[300, 318, 358, 336]
